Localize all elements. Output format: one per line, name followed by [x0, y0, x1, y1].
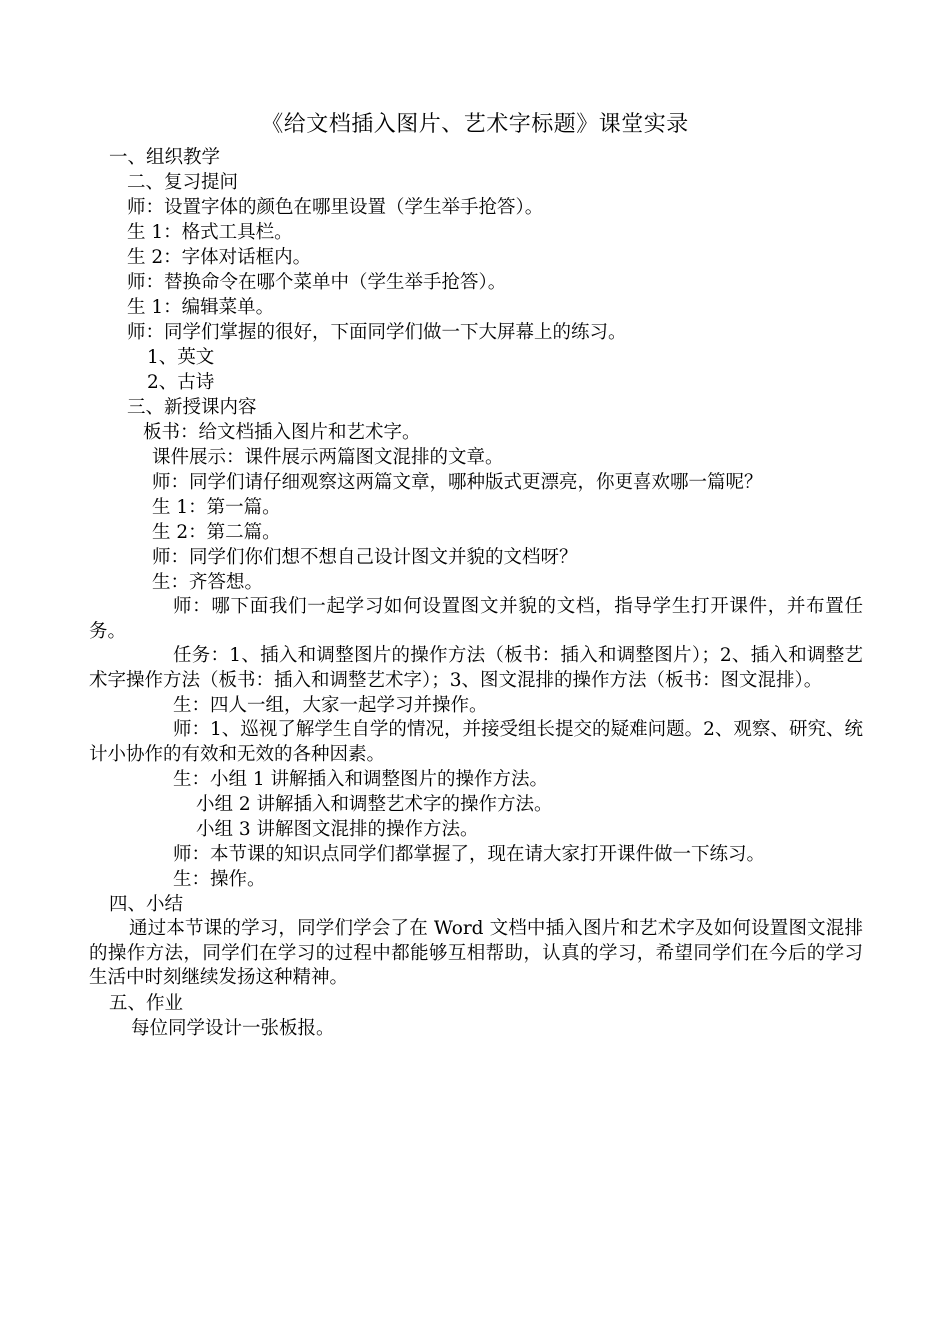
dialogue-line: 师：同学们掌握的很好，下面同学们做一下大屏幕上的练习。	[127, 322, 627, 343]
section-heading-homework: 五、作业	[109, 992, 184, 1014]
dialogue-line: 生：小组 1 讲解插入和调整图片的操作方法。	[173, 769, 549, 790]
dialogue-line: 生 1：格式工具栏。	[127, 222, 293, 243]
paragraph-task: 任务：1、插入和调整图片的操作方法（板书：插入和调整图片）；2、插入和调整艺术字操作方法（板书：插入和调整艺术字）；3、图文混排的操作方法（板书：图文混排）。	[89, 645, 863, 691]
exercise-item: 1、英文	[147, 347, 215, 368]
dialogue-line: 生 1：编辑菜单。	[127, 297, 275, 318]
dialogue-line: 生：齐答想。	[152, 572, 264, 593]
document-title: 《给文档插入图片、艺术字标题》课堂实录	[261, 112, 689, 137]
dialogue-line: 生 2：字体对话框内。	[127, 247, 312, 268]
courseware-line: 课件展示：课件展示两篇图文混排的文章。	[152, 447, 504, 468]
paragraph-summary: 通过本节课的学习，同学们学会了在 Word 文档中插入图片和艺术字及如何设置图文混排的操作方法，同学们在学习的过程中都能够互相帮助，认真的学习，希望同学们在今后的学习生活中时刻继续发扬这种精神。	[89, 918, 863, 988]
section-heading-new-lesson: 三、新授课内容	[127, 397, 257, 418]
section-heading-summary: 四、小结	[109, 894, 184, 915]
dialogue-line: 师：同学们你们想不想自己设计图文并貌的文档呀？	[152, 547, 578, 568]
dialogue-line: 生：四人一组，大家一起学习并操作。	[173, 695, 488, 716]
dialogue-line: 师：本节课的知识点同学们都掌握了，现在请大家打开课件做一下练习。	[173, 844, 766, 865]
dialogue-line: 小组 2 讲解插入和调整艺术字的操作方法。	[196, 794, 553, 815]
blackboard-note: 板书：给文档插入图片和艺术字。	[143, 422, 421, 443]
document-body	[91, 145, 863, 1041]
dialogue-line: 小组 3 讲解图文混排的操作方法。	[196, 819, 479, 840]
section-heading-review: 二、复习提问	[127, 172, 239, 193]
dialogue-line: 生 1：第一篇。	[152, 497, 281, 518]
section-heading-organize: 一、组织教学	[109, 147, 221, 168]
dialogue-line: 生：操作。	[173, 869, 266, 890]
dialogue-line: 师：同学们请仔细观察这两篇文章，哪种版式更漂亮，你更喜欢哪一篇呢？	[152, 472, 763, 493]
dialogue-line: 师：设置字体的颜色在哪里设置（学生举手抢答）。	[127, 197, 544, 218]
paragraph-teacher-observe: 师：1、巡视了解学生自学的情况，并接受组长提交的疑难问题。2、观察、研究、统计小协作的有效和无效的各种因素。	[89, 719, 863, 765]
dialogue-line: 师：替换命令在哪个菜单中（学生举手抢答）。	[127, 272, 507, 293]
dialogue-line: 生 2：第二篇。	[152, 522, 281, 543]
exercise-item: 2、古诗	[147, 372, 215, 393]
homework-line: 每位同学设计一张板报。	[131, 1017, 335, 1039]
paragraph-guide: 师：哪下面我们一起学习如何设置图文并貌的文档，指导学生打开课件，并布置任务。	[89, 596, 863, 642]
